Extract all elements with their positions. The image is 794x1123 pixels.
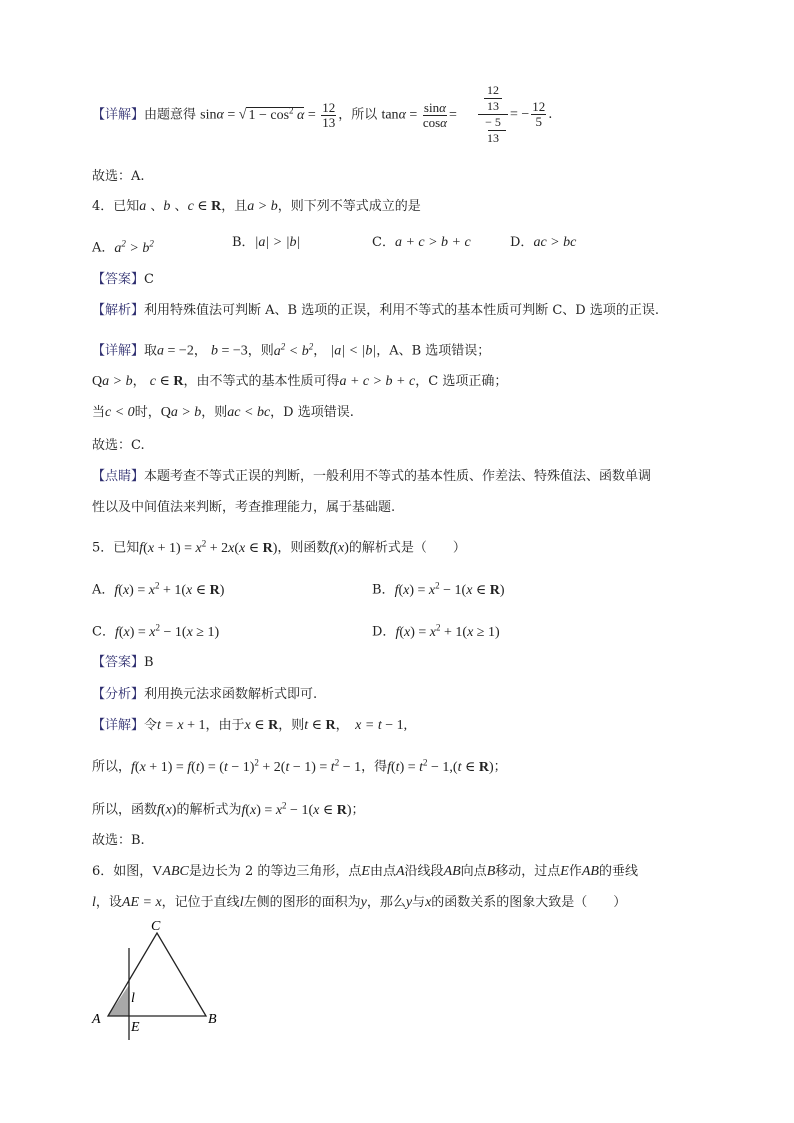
triangle-figure: [88, 915, 238, 1045]
q4-detail-2: Qa > b， c ∈ R，由不等式的基本性质可得a + c > b + c，C 选项正确；: [92, 374, 508, 389]
q4-option-b[interactable]: B．|a| > |b|: [232, 235, 301, 250]
q6-stem-1: 6．如图，VABC是边长为 2 的等边三角形，点E由点A沿线段AB向点B移动，过点E作AB的垂线: [92, 864, 638, 879]
label-b: B: [208, 1012, 217, 1027]
prev-final: 故选：A.: [92, 169, 145, 184]
q4-comment-1: 【点睛】本题考查不等式正误的判断，一般利用不等式的基本性质、作差法、特殊值法、函数单调: [92, 469, 652, 484]
q4-analysis: 【解析】利用特殊值法可判断 A、B 选项的正误，利用不等式的基本性质可判断 C、D 选项的正误.: [92, 303, 659, 318]
tan-result: = − $\frac{12}{5}$ .: [510, 99, 553, 129]
q4-option-d[interactable]: D．ac > bc: [510, 235, 577, 250]
tan-formula: tanα =: [381, 107, 421, 123]
q4-detail-3: 当c < 0时，Qa > b，则ac < bc，D 选项错误.: [92, 405, 354, 420]
q5-final: 故选：B.: [92, 833, 145, 848]
q4-final: 故选：C.: [92, 438, 145, 453]
sin-formula: sinα = √: [200, 107, 247, 123]
q5-stem: 5．已知$f(x + 1) = x^2 + 2x(x$ ∈ R)，则函数f(x)的解析式是（ ）: [92, 538, 466, 556]
q5-detail-3: 所以，函数f(x)的解析式为$f(x) = x^2 - 1(x$ ∈ R)；: [92, 800, 365, 818]
label-a: A: [92, 1012, 101, 1027]
label-e: E: [131, 1020, 140, 1035]
q6-stem-2: l，设AE = x，记位于直线l左侧的图形的面积为y，那么y与x的函数关系的图象大致是（ ）: [92, 895, 627, 910]
q5-option-a[interactable]: A．$f(x) = x^2 + 1(x$ ∈ R): [92, 580, 225, 598]
frac-12-13: $\frac{12}{13}$: [322, 99, 336, 130]
q4-detail-1: 【详解】取a = −2， b = −3，则$a^2 < b^2$， |a| < |b|，A、B 选项错误；: [92, 341, 491, 359]
q4-comment-2: 性以及中间值法来判断，考查推理能力，属于基础题.: [92, 500, 396, 515]
compound-fraction: 12 13 − 5 13: [478, 83, 508, 146]
q5-option-c[interactable]: C．$f(x) = x^2 - 1(x \ge 1)$: [92, 622, 220, 640]
label-l: l: [131, 991, 135, 1006]
q5-detail-2: 所以，$f(x + 1) = f(t) = (t - 1)^2 + 2(t - 1) = t^2 - 1$，得$f(t) = t^2 - 1,(t$ ∈ R)；: [92, 757, 507, 775]
q5-detail-1: 【详解】令t = x + 1，由于x ∈ R，则t ∈ R， x = t − 1,: [92, 718, 408, 733]
q4-answer: 【答案】C: [92, 272, 154, 287]
q5-option-b[interactable]: B．$f(x) = x^2 - 1(x$ ∈ R): [372, 580, 505, 598]
q4-stem: 4．已知a 、b 、c ∈ R，且a > b，则下列不等式成立的是: [92, 199, 421, 214]
label-c: C: [151, 919, 161, 934]
prev-detail-prefix: 由题意得: [144, 107, 197, 123]
q5-answer: 【答案】B: [92, 655, 154, 670]
detail-tag: 【详解】: [92, 107, 145, 123]
prev-detail-mid: ，所以: [338, 107, 378, 123]
q5-analysis: 【分析】利用换元法求函数解析式即可.: [92, 687, 318, 702]
prev-detail-line: 【详解】由题意得 sinα = √ $1 - \cos^2 \alpha$ = $\frac{12}{13}$ ，所以 tanα = $\frac{\sin\alpha}{\cos\alpha}$ =: [92, 99, 457, 130]
q4-option-c[interactable]: C．a + c > b + c: [372, 235, 471, 250]
q5-option-d[interactable]: D．$f(x) = x^2 + 1(x \ge 1)$: [372, 622, 500, 640]
q4-option-a[interactable]: A．$a^2 > b^2$: [92, 238, 154, 256]
